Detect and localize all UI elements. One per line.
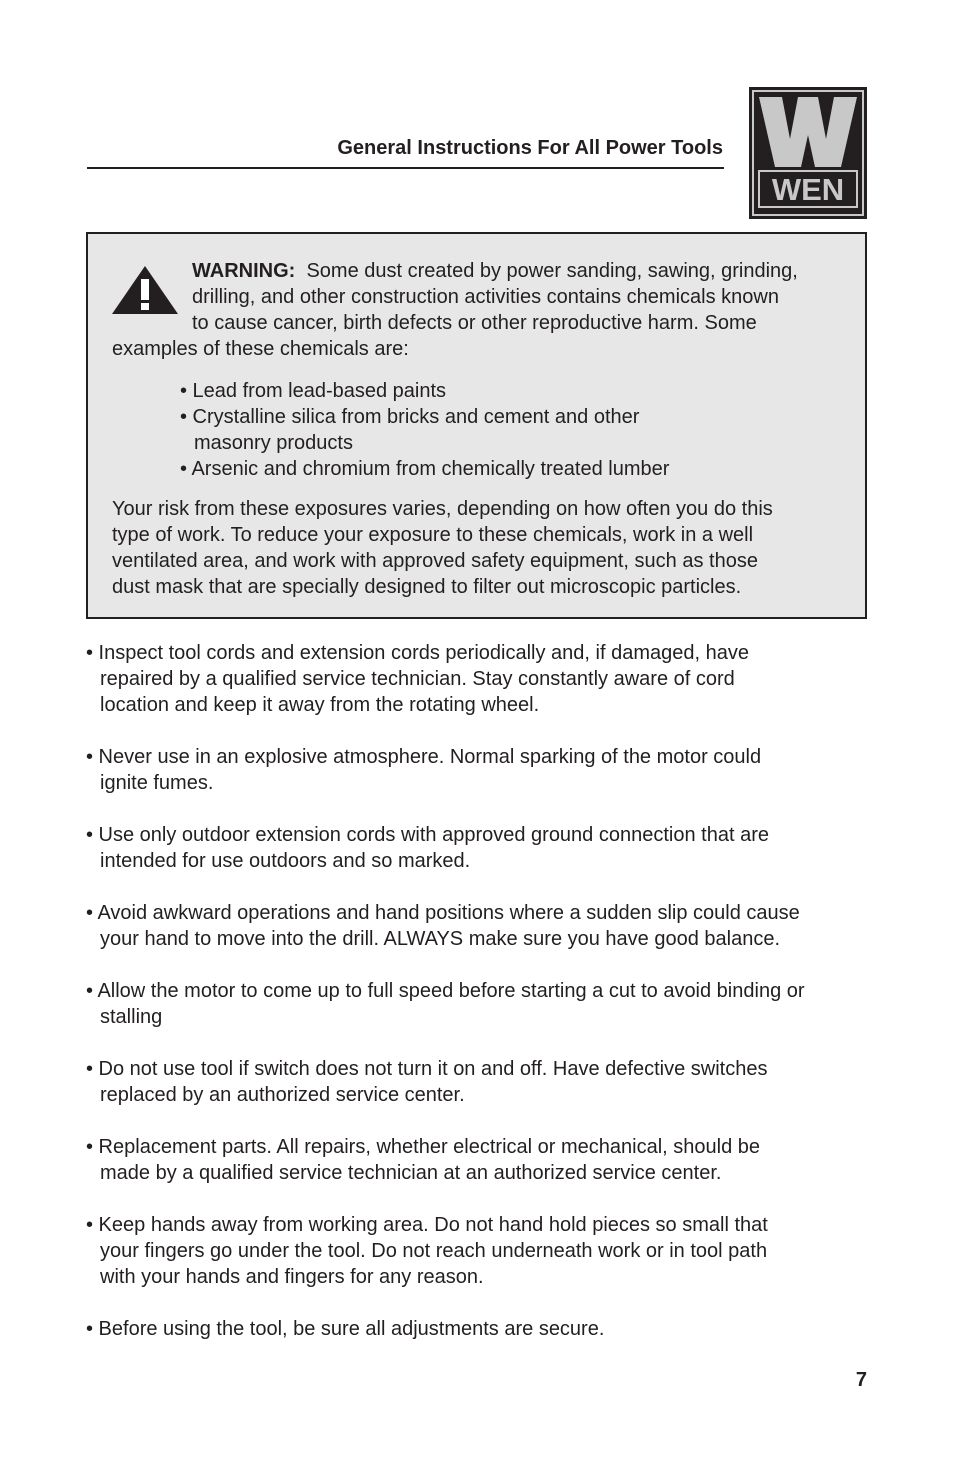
warning-box [86,232,867,619]
warning-text [112,258,852,362]
logo-text: WEN [771,172,845,207]
instruction-item: • Keep hands away from working area. Do not hand hold pieces so small that your fingers go under the tool. Do not reach underneath work or in tool path with your hands and fingers for any reason. [86,1214,768,1288]
list-item: • Crystalline silica from bricks and cement and other [180,406,640,428]
instruction-item: • Avoid awkward operations and hand positions where a sudden slip could cause your hand to move into the drill. ALWAYS make sure you have good balance. [86,902,800,950]
page-title: General Instructions For All Power Tools [337,137,723,159]
instruction-list [86,640,876,1368]
warning-line-3: to cause cancer, birth defects or other reproductive harm. Some [192,312,757,334]
list-item: • Arsenic and chromium from chemically treated lumber [180,458,670,480]
warning-line-1: WARNING: Some dust created by power sanding, sawing, grinding, [192,260,798,282]
wen-logo [749,87,867,219]
instruction-item: • Allow the motor to come up to full speed before starting a cut to avoid binding or stalling [86,980,805,1028]
instruction-item: • Do not use tool if switch does not turn it on and off. Have defective switches replaced by an authorized service center. [86,1058,768,1106]
warning-line-2: drilling, and other construction activities contains chemicals known [192,286,779,308]
instruction-item: • Before using the tool, be sure all adjustments are secure. [86,1318,605,1340]
risk-paragraph: Your risk from these exposures varies, depending on how often you do this type of work. To reduce your exposure to these chemicals, work in a well ventilated area, and work with approved safety equipment, such as those dust mask that are specially designed to filter out microscopic particles. [112,498,773,598]
page-number: 7 [855,1369,867,1391]
warning-label: WARNING: [192,260,296,282]
header-divider [87,167,724,169]
list-item: • Lead from lead-based paints [180,380,447,402]
chemical-list [180,378,820,482]
instruction-item: • Replacement parts. All repairs, whether electrical or mechanical, should be made by a qualified service technician at an authorized service center. [86,1136,760,1184]
warning-line-4: examples of these chemicals are: [112,338,409,360]
instruction-item: • Inspect tool cords and extension cords periodically and, if damaged, have repaired by a qualified service technician. Stay constantly aware of cord location and keep it away from the rotating wheel. [86,642,749,716]
list-item: masonry products [194,432,353,454]
instruction-item: • Use only outdoor extension cords with approved ground connection that are intended for use outdoors and so marked. [86,824,769,872]
wen-logo-icon [749,87,867,219]
instruction-item: • Never use in an explosive atmosphere. Normal sparking of the motor could ignite fumes. [86,746,762,794]
